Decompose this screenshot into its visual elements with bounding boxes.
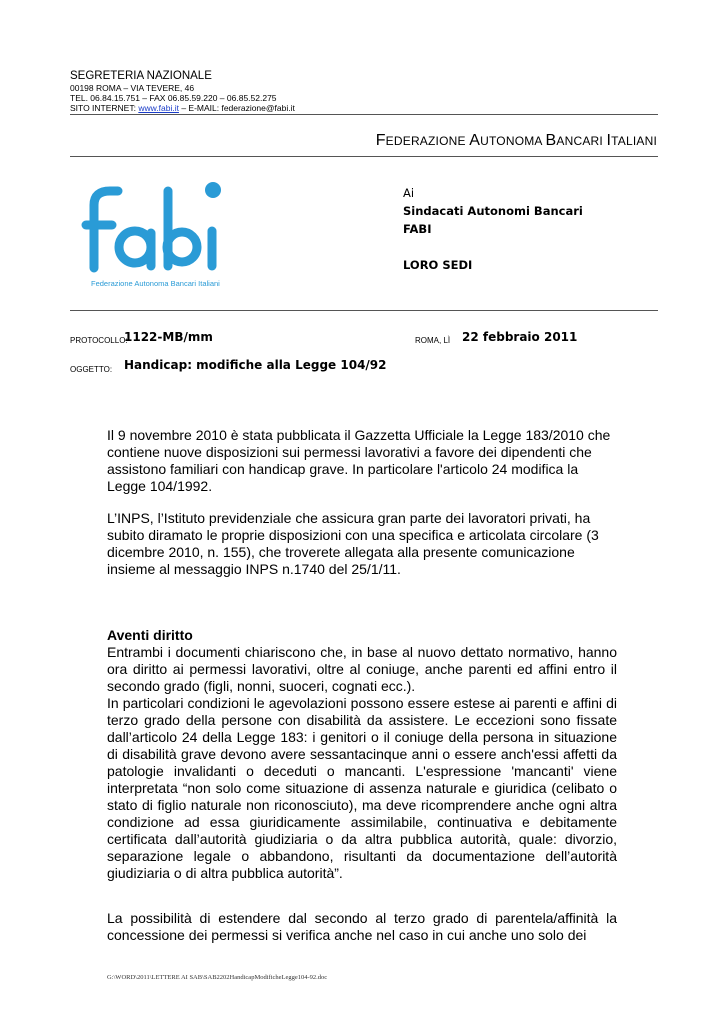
body-paragraph-2 bbox=[107, 510, 617, 578]
subject-label: OGGETTO: bbox=[70, 365, 113, 374]
site-link[interactable]: www.fabi.it bbox=[138, 103, 179, 113]
protocol-value: 1122-MB/mm bbox=[124, 330, 213, 344]
fed-word-1: EDERAZIONE bbox=[385, 134, 466, 148]
fed-word-3: ANCARI bbox=[556, 134, 603, 148]
paragraph-text: Entrambi i documenti chiariscono che, in base al nuovo dettato normativo, hanno ora diritto ai permessi lavorativi, oltre al coniuge, anche parenti ed affini entro il secondo grado (figli, nonni, suoceri, cognati ecc.). bbox=[107, 644, 617, 694]
org-web bbox=[70, 103, 670, 113]
subject-value: Handicap: modifiche alla Legge 104/92 bbox=[124, 358, 387, 372]
paragraph-text: In particolari condizioni le agevolazioni possono essere estese ai parenti e affini di terzo grado della persone con disabilità da assistere. Le eccezioni sono fissate dall’articolo 24 della Legge 183: i genitori o il coniuge della persona in situazione di disabilità grave devono avere sessantacinque anni o essere anch'essi affetti da patologie invalidanti o deceduti o mancanti. L'espressione 'mancanti' viene interpretata “non solo come situazione di assenza naturale e giuridica (celibato o stato di figlio naturale non riconosciuto), ma deve ricomprendere anche ogni altra condizione ad essa giuridicamente assimilabile, continuativa e debitamente certificata dall’autorità giudiziaria o da altra pubblica autorità, quale: divorzio, separazione legale o abbandono, risultanti da documentazione dell’autorità giudiziaria o di altra pubblica autorità”. bbox=[107, 695, 617, 881]
recipient-block bbox=[403, 184, 583, 274]
org-name: SEGRETERIA NAZIONALE bbox=[70, 70, 212, 82]
date-value: 22 febbraio 2011 bbox=[462, 330, 578, 344]
logo-caption: Federazione Autonoma Bancari Italiani bbox=[91, 279, 220, 288]
file-path-footer: G:\WORD\2011\LETTERE AI SAB\SAB2202HandicapModificheLegge104-92.doc bbox=[107, 974, 328, 981]
recipient-line-2: Sindacati Autonomi Bancari bbox=[403, 204, 583, 218]
federation-rule bbox=[70, 156, 658, 157]
recipient-line-3: FABI bbox=[403, 222, 432, 236]
email-text: – E-MAIL: federazione@fabi.it bbox=[178, 103, 295, 113]
fed-word-2: UTONOMA bbox=[480, 134, 542, 148]
top-rule bbox=[70, 114, 658, 115]
org-address: 00198 ROMA – VIA TEVERE, 46 bbox=[70, 83, 195, 93]
address-rule bbox=[70, 310, 658, 311]
body-paragraph-3 bbox=[107, 644, 617, 695]
fabi-logo bbox=[80, 173, 230, 289]
federation-name bbox=[376, 132, 657, 150]
paragraph-text: L’INPS, l’Istituto previdenziale che assicura gran parte dei lavoratori privati, ha subito diramato le proprie disposizioni con una specifica e articolata circolare (3 dicembre 2010, n. 155), che troverete allegata alla presente comunicazione insieme al messaggio INPS n.1740 del 25/1/11. bbox=[107, 510, 599, 577]
heading-text: Aventi diritto bbox=[107, 627, 193, 643]
recipient-line-1: Ai bbox=[403, 186, 415, 200]
site-label: SITO INTERNET: bbox=[70, 103, 139, 113]
fed-initial-f: F bbox=[375, 132, 386, 149]
fed-initial-a: A bbox=[469, 132, 481, 149]
section-heading bbox=[107, 627, 617, 644]
paragraph-text: Il 9 novembre 2010 è stata pubblicata il Gazzetta Ufficiale la Legge 183/2010 che contiene nuove disposizioni sui permessi lavorativi a favore dei dipendenti che assistono familiari con handicap grave. In particolare l'articolo 24 modifica la Legge 104/1992. bbox=[107, 427, 611, 494]
letterhead bbox=[70, 70, 670, 113]
body-paragraph-1 bbox=[107, 427, 617, 495]
fed-word-4: TALIANI bbox=[611, 134, 657, 148]
fed-initial-i: I bbox=[606, 132, 612, 149]
protocol-label: PROTOCOLLO: bbox=[70, 336, 128, 345]
paragraph-text: La possibilità di estendere dal secondo al terzo grado di parentela/affinità la concessione dei permessi si verifica anche nel caso in cui anche uno solo dei bbox=[107, 910, 617, 943]
fed-initial-b: B bbox=[545, 132, 557, 149]
org-phone: TEL. 06.84.15.751 – FAX 06.85.59.220 – 06.85.52.275 bbox=[70, 93, 277, 103]
place-label: ROMA, LÌ bbox=[415, 336, 451, 345]
body-paragraph-4 bbox=[107, 695, 617, 882]
body-paragraph-5 bbox=[107, 910, 617, 944]
recipient-line-4: LORO SEDI bbox=[403, 258, 473, 272]
